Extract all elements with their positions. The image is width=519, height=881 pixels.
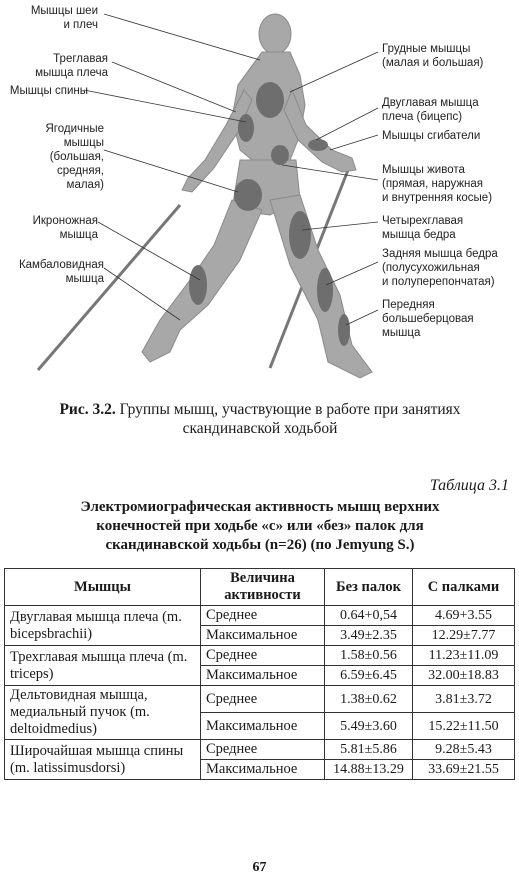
label-back-muscles: Мышцы спины <box>9 85 88 97</box>
label-soleus: Камбаловидная мышца <box>18 259 104 285</box>
value-without-poles: 6.59±6.45 <box>325 666 413 686</box>
value-with-poles: 32.00±18.83 <box>413 666 515 686</box>
figure-caption-label: Рис. 3.2. <box>59 401 116 418</box>
muscle-name: Дельтовидная мышца, медиальный пучок (m. deltoidmedius) <box>5 686 201 740</box>
table-row <box>5 646 515 666</box>
figure-caption <box>10 400 510 438</box>
value-without-poles: 1.38±0.62 <box>325 686 413 713</box>
table-row <box>5 740 515 760</box>
label-hamstrings: Задняя мышца бедра (полусухожильная и полуперепончатая) <box>382 248 498 288</box>
activity-level: Максимальное <box>201 760 325 780</box>
muscle-name: Трехглавая мышца плеча (m. triceps) <box>5 646 201 686</box>
table-title: Электромиографическая активность мышц верхних конечностей при ходьбе «с» или «без» палок для скандинавской ходьбы (n=26) (по Jemyung S.) <box>80 499 440 553</box>
value-with-poles: 15.22±11.50 <box>413 713 515 740</box>
value-without-poles: 3.49±2.35 <box>325 626 413 646</box>
header-activity-value: Величина активности <box>201 569 325 606</box>
activity-level: Максимальное <box>201 713 325 740</box>
value-without-poles: 14.88±13.29 <box>325 760 413 780</box>
table-header-row <box>5 569 515 606</box>
label-triceps: Треглавая мышца плеча <box>35 53 108 79</box>
figure-caption-text: Группы мышц, участвующие в работе при занятиях скандинавской ходьбой <box>115 401 461 437</box>
label-pectoral-muscles: Грудные мышцы (малая и большая) <box>382 43 484 69</box>
emg-activity-table <box>4 568 515 780</box>
value-without-poles: 1.58±0.56 <box>325 646 413 666</box>
value-with-poles: 3.81±3.72 <box>413 686 515 713</box>
value-with-poles: 9.28±5.43 <box>413 740 515 760</box>
label-gluteal-muscles: Ягодичные мышцы (большая, средняя, малая) <box>45 123 104 191</box>
activity-level: Максимальное <box>201 626 325 646</box>
value-with-poles: 4.69+3.55 <box>413 606 515 626</box>
label-biceps: Двуглавая мышца плеча (бицепс) <box>382 97 479 123</box>
table-row <box>5 686 515 713</box>
value-with-poles: 33.69±21.55 <box>413 760 515 780</box>
page-number: 67 <box>252 860 267 875</box>
label-flexor-muscles: Мышцы сгибатели <box>382 130 481 142</box>
table-row <box>5 606 515 626</box>
header-with-poles: С палками <box>413 569 515 606</box>
label-tibialis-anterior: Передняя большеберцовая мышца <box>382 299 474 339</box>
value-without-poles: 0.64+0,54 <box>325 606 413 626</box>
activity-level: Среднее <box>201 740 325 760</box>
value-with-poles: 12.29±7.77 <box>413 626 515 646</box>
activity-level: Максимальное <box>201 666 325 686</box>
muscle-name: Широчайшая мышца спины (m. latissimusdorsi) <box>5 740 201 780</box>
label-neck-shoulder-muscles: Мышцы шеи и плеч <box>30 5 98 31</box>
header-muscles: Мышцы <box>5 569 201 606</box>
activity-level: Среднее <box>201 606 325 626</box>
muscle-name: Двуглавая мышца плеча (m. bicepsbrachii) <box>5 606 201 646</box>
label-quadriceps: Четырехглавая мышца бедра <box>382 215 464 241</box>
value-without-poles: 5.49±3.60 <box>325 713 413 740</box>
label-gastrocnemius: Икроножная мышца <box>32 215 98 241</box>
header-without-poles: Без палок <box>325 569 413 606</box>
activity-level: Среднее <box>201 686 325 713</box>
table-label: Таблица 3.1 <box>429 477 509 494</box>
activity-level: Среднее <box>201 646 325 666</box>
value-without-poles: 5.81±5.86 <box>325 740 413 760</box>
value-with-poles: 11.23±11.09 <box>413 646 515 666</box>
label-abdominal-muscles: Мышцы живота (прямая, наружная и внутренняя косые) <box>382 164 493 204</box>
